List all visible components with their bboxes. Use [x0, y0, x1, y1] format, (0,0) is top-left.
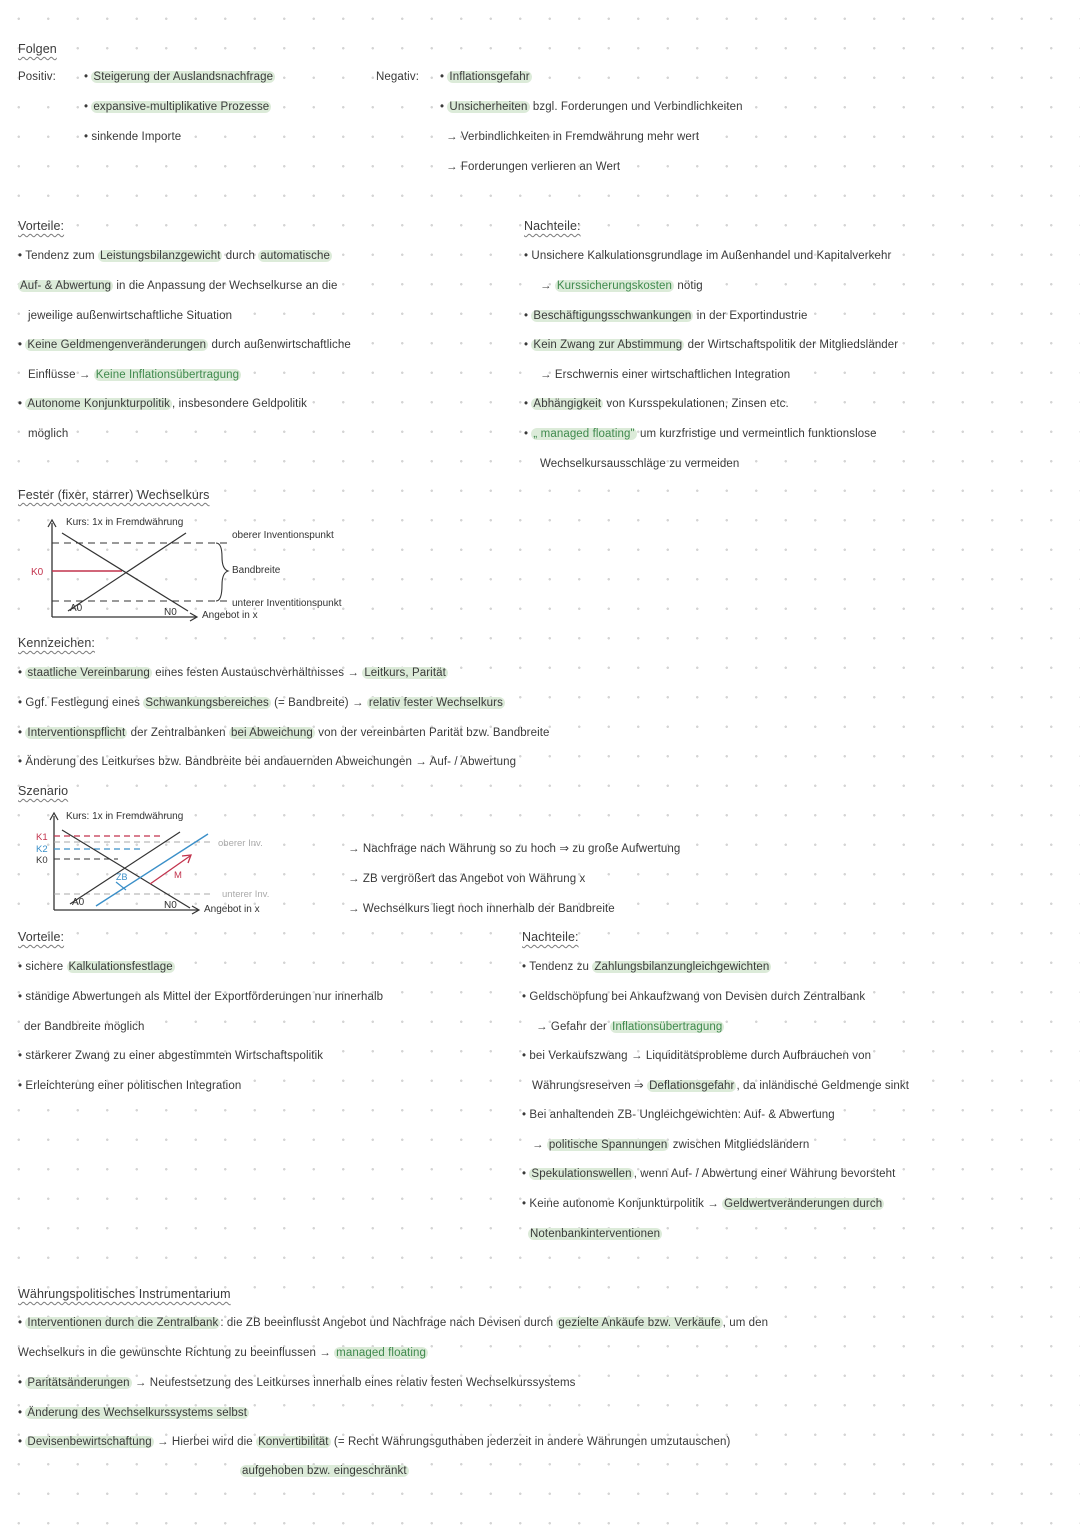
- flex-vorteil-1-cont: Auf- & Abwertung in die Anpassung der Wechselkurse an die: [20, 280, 338, 292]
- supply-line-shifted: [96, 834, 208, 906]
- instrument-3: • Änderung des Wechselkurssystems selbst: [18, 1407, 248, 1419]
- fester-nachteil-6: • Keine autonome Konjunkturpolitik → Geldwertveränderungen durch: [522, 1198, 883, 1210]
- x-axis-label: Angebot in x: [204, 904, 260, 915]
- lower-label: unterer Inventitionspunkt: [232, 598, 342, 609]
- flex-vorteile-title: Vorteile:: [18, 219, 65, 233]
- k1-label: K1: [36, 832, 48, 843]
- fester-nachteile-title: Nachteile:: [522, 930, 579, 944]
- n0-label: N0: [164, 900, 177, 911]
- fester-nachteil-3: • bei Verkaufszwang → Liquiditätsprobleme durch Aufbrauchen von: [522, 1050, 872, 1062]
- flex-vorteil-3: • Autonome Konjunkturpolitik , insbesondere Geldpolitik: [18, 398, 307, 410]
- fester-vorteil-2-cont: der Bandbreite möglich: [24, 1021, 145, 1033]
- flex-vorteil-1-cont2: jeweilige außenwirtschaftliche Situation: [28, 310, 233, 322]
- flex-vorteil-2: • Keine Geldmengenveränderungen durch außenwirtschaftliche: [18, 339, 351, 351]
- szenario-note-2: → ZB vergrößert das Angebot von Währung x: [348, 873, 586, 885]
- flex-vorteil-3-cont: möglich: [28, 428, 69, 440]
- instrument-1-cont: Wechselkurs in die gewünschte Richtung zu beeinflussen → managed floating: [18, 1347, 427, 1359]
- fester-vorteil-3: • stärkerer Zwang zu einer abgestimmten Wirtschaftspolitik: [18, 1050, 324, 1062]
- x-axis-label: Angebot in x: [202, 610, 258, 621]
- highlight: expansive-multiplikative Prozesse: [93, 101, 270, 113]
- negativ-label: Negativ:: [376, 71, 419, 83]
- k2-label: K2: [36, 844, 48, 855]
- flex-vorteil-2-cont: Einflüsse → Keine Inflationsübertragung: [28, 369, 240, 381]
- instrument-2: • Paritätsänderungen → Neufestsetzung des Leitkurses innerhalb eines relativ festen Wechselkurssystems: [18, 1377, 576, 1389]
- band-label: Bandbreite: [232, 565, 281, 576]
- flex-vorteil-1: • Tendenz zum Leistungsbilanzgewicht durch automatische: [18, 250, 330, 262]
- szenario-note-1: → Nachfrage nach Währung so zu hoch ⇒ zu große Aufwertung: [348, 843, 681, 855]
- instrumente-title: Währungspolitisches Instrumentarium: [18, 1287, 231, 1301]
- szenario-title: Szenario: [18, 784, 69, 798]
- kennzeichen-1: • staatliche Vereinbarung eines festen Austauschverhältnisses → Leitkurs, Parität: [18, 667, 446, 679]
- instrument-1: • Interventionen durch die Zentralbank : die ZB beeinflusst Angebot und Nachfrage nach Devisen durch gezielte Ankäufe bzw. Verkäufe , um den: [18, 1317, 769, 1329]
- kennzeichen-3: • Interventionspflicht der Zentralbanken bei Abweichung von der vereinbarten Parität bzw. Bandbreite: [18, 727, 550, 739]
- flex-nachteil-3: • Kein Zwang zur Abstimmung der Wirtschaftspolitik der Mitgliedsländer: [524, 339, 899, 351]
- fester-vorteil-4: • Erleichterung einer politischen Integration: [18, 1080, 242, 1092]
- section-title-folgen: Folgen: [18, 42, 57, 56]
- zb-arrow: [116, 882, 126, 890]
- fester-nachteil-1: • Tendenz zu Zahlungsbilanzungleichgewichten: [522, 961, 770, 973]
- flex-nachteil-1: • Unsichere Kalkulationsgrundlage im Außenhandel und Kapitalverkehr: [524, 250, 892, 262]
- fester-vorteile-title: Vorteile:: [18, 930, 65, 944]
- negativ-item-1: • Inflationsgefahr: [440, 71, 530, 83]
- scenario-chart: [0, 800, 300, 920]
- zb-label: ZB: [116, 872, 128, 882]
- fixed-rate-chart: [0, 505, 380, 625]
- flex-nachteile-title: Nachteile:: [524, 219, 581, 233]
- instrument-4: • Devisenbewirtschaftung → Hierbei wird die Konvertibilität (= Recht Währungsguthaben jederzeit in andere Währungen umzutauschen): [18, 1436, 731, 1448]
- negativ-item-2: • Unsicherheiten bzgl. Forderungen und Verbindlichkeiten: [440, 101, 743, 113]
- a0-label: A0: [72, 897, 85, 908]
- fester-nachteil-5: • Spekulationswellen , wenn Auf- / Abwertung einer Währung bevorsteht: [522, 1168, 896, 1180]
- fester-vorteil-1: • sichere Kalkulationsfestlage: [18, 961, 173, 973]
- k0-label: K0: [31, 567, 44, 578]
- szenario-note-3: → Wechselkurs liegt noch innerhalb der Bandbreite: [348, 903, 615, 915]
- fester-title: Fester (fixer, starrer) Wechselkurs: [18, 488, 210, 502]
- fester-vorteil-2: • ständige Abwertungen als Mittel der Exportförderungen nur innerhalb: [18, 991, 384, 1003]
- bandbreite-brace: [216, 543, 228, 601]
- flex-nachteil-5: • „ managed floating" um kurzfristige und vermeintlich funktionslose: [524, 428, 877, 440]
- kennzeichen-4: • Änderung des Leitkurses bzw. Bandbreite bei andauernden Abweichungen → Auf- / Abwertung: [18, 756, 517, 768]
- fester-nachteil-4-cont: → politische Spannungen zwischen Mitgliedsländern: [532, 1139, 810, 1151]
- a0-label: A0: [70, 603, 83, 614]
- fester-nachteil-4: • Bei anhaltenden ZB- Ungleichgewichten: Auf- & Abwertung: [522, 1109, 835, 1121]
- negativ-sub-1: → Verbindlichkeiten in Fremdwährung mehr wert: [446, 131, 700, 143]
- flex-nachteil-3-cont: → Erschwernis einer wirtschaftlichen Integration: [540, 369, 791, 381]
- n0-label: N0: [164, 607, 177, 618]
- kennzeichen-2: • Ggf. Festlegung eines Schwankungsbereiches (= Bandbreite) → relativ fester Wechselkurs: [18, 697, 503, 709]
- flex-nachteil-1-cont: → Kurssicherungskosten nötig: [540, 280, 703, 292]
- fester-nachteil-6-cont: Notenbankinterventionen: [530, 1228, 661, 1240]
- kennzeichen-title: Kennzeichen:: [18, 636, 95, 650]
- supply-line-a0: [70, 832, 180, 904]
- y-axis-label: Kurs: 1x in Fremdwährung: [66, 517, 184, 528]
- flex-nachteil-4: • Abhängigkeit von Kursspekulationen, Zinsen etc.: [524, 398, 789, 410]
- positiv-item-1: • Steigerung der Auslandsnachfrage: [84, 71, 274, 83]
- upper-label: oberer Inv.: [218, 838, 263, 849]
- flex-nachteil-5-cont: Wechselkursausschläge zu vermeiden: [540, 458, 740, 470]
- demand-shift-arrow: [150, 856, 190, 884]
- flex-nachteil-2: • Beschäftigungsschwankungen in der Exportindustrie: [524, 310, 808, 322]
- m-label: M: [174, 870, 182, 881]
- fester-nachteil-2: • Geldschöpfung bei Ankaufzwang von Devisen durch Zentralbank: [522, 991, 866, 1003]
- positiv-item-3: • sinkende Importe: [84, 131, 182, 143]
- positiv-item-2: • expansive-multiplikative Prozesse: [84, 101, 270, 113]
- instrument-4-cont: aufgehoben bzw. eingeschränkt: [242, 1465, 407, 1477]
- positiv-label: Positiv:: [18, 71, 56, 83]
- lower-label: unterer Inv.: [222, 889, 270, 900]
- fester-nachteil-2-cont: → Gefahr der Inflationsübertragung: [536, 1021, 723, 1033]
- k0-label: K0: [36, 855, 48, 866]
- negativ-sub-2: → Forderungen verlieren an Wert: [446, 161, 621, 173]
- highlight: Steigerung der Auslandsnachfrage: [93, 71, 274, 83]
- upper-label: oberer Inventionspunkt: [232, 530, 334, 541]
- fester-nachteil-3-cont: Währungsreserven ⇒ Deflationsgefahr , da inländische Geldmenge sinkt: [532, 1080, 910, 1092]
- y-axis-label: Kurs: 1x in Fremdwährung: [66, 811, 184, 822]
